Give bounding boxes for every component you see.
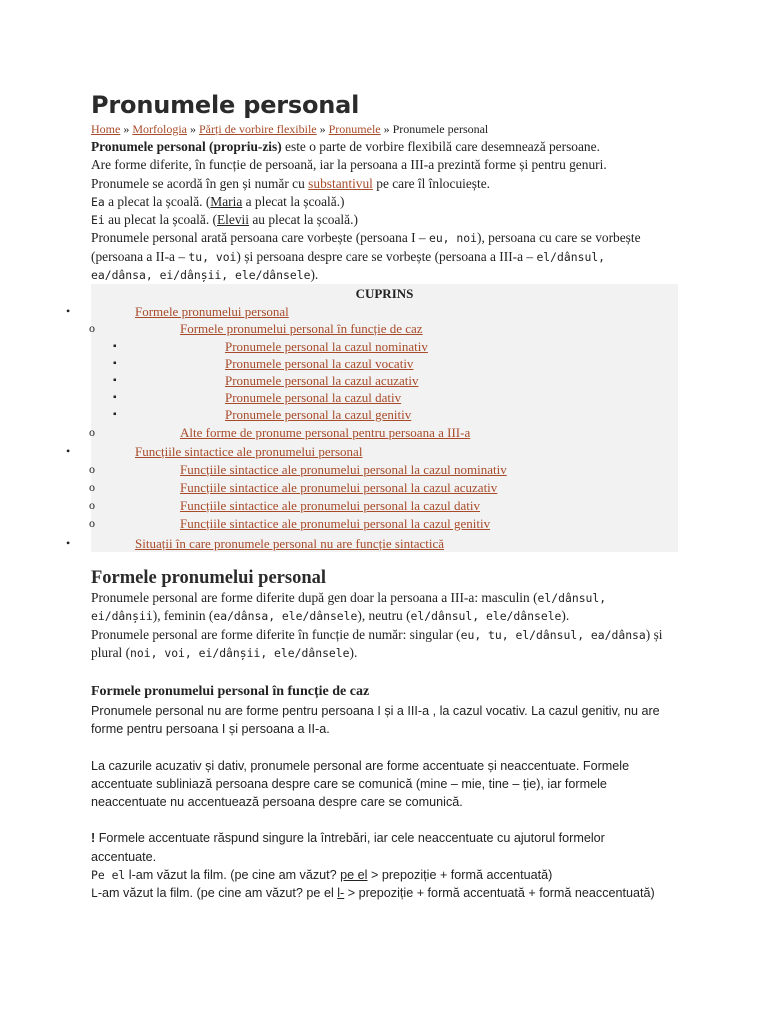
example-pronoun: Ea [91,194,105,209]
gender-text: ), feminin ( [152,608,214,624]
circle-bullet-icon: o [89,480,95,494]
gender-number-paragraph [91,589,671,662]
number-text: ) și plural ( [91,626,663,660]
toc-link[interactable]: Funcțiile sintactice ale pronumelui personal la cazul acuzativ [180,480,498,495]
example-text: a plecat la școală. ( [104,193,211,209]
example-underlined: l- [337,886,345,901]
toc-link[interactable]: Situații în care pronumele personal nu are funcție sintactică [135,536,444,551]
intro-line-2: Are forme diferite, în funcție de persoană, iar la persoana a III-a prezintă forme și pentru genuri. [91,157,607,173]
intro-bold-term: Pronumele personal (propriu-zis) [91,139,282,154]
persons-text: ). [310,267,319,283]
toc-link[interactable]: Pronumele personal la cazul acuzativ [225,373,419,388]
toc-link[interactable]: Funcțiile sintactice ale pronumelui personal la cazul dativ [180,498,480,513]
persons-text: ), persoana cu care se vorbește (persoana a II-a – [91,230,641,264]
example-text: au plecat la școală.) [248,212,358,228]
breadcrumb-parti-link[interactable]: Părți de vorbire flexibile [198,122,317,136]
square-bullet-icon: ▪ [113,341,117,352]
toc-link[interactable]: Funcțiile sintactice ale pronumelui personal la cazul nominativ [180,462,507,477]
example-text: au plecat la școală. ( [104,212,217,228]
case-paragraph-1: Pronumele personal nu are forme pentru persoana I și a III-a , la cazul vocativ. La cazul genitiv, nu are forme pentru persoana I și persoana a II-a. [91,704,660,737]
toc-link[interactable]: Pronumele personal la cazul vocativ [225,356,414,371]
breadcrumb-current: Pronumele personal [392,122,489,136]
page-title: Pronumele personal [91,91,360,119]
square-bullet-icon: ▪ [113,375,117,386]
toc-link[interactable]: Pronumele personal la cazul dativ [225,390,402,405]
intro-line-1 [91,138,671,156]
persons-text: ) și persoana despre care se vorbește (persoana a III-a – [236,248,537,264]
circle-bullet-icon: o [89,462,95,476]
breadcrumb-pronumele-link[interactable]: Pronumele [328,122,381,136]
breadcrumb-separator: » [319,122,326,136]
toc-link[interactable]: Alte forme de pronume personal pentru persoana a III-a [180,425,471,440]
gender-text: Pronumele personal are forme diferite după gen doar la persoana a III-a: masculin ( [91,590,538,605]
square-bullet-icon: ▪ [113,392,117,403]
intro-line-3 [91,175,671,193]
gender-forms: el/dânsul, ele/dânsele [410,609,562,624]
number-text: ). [349,644,358,660]
example-text: > prepoziție + formă accentuată + formă neaccentuată) [344,886,655,901]
example-pronoun: Ei [91,213,105,228]
breadcrumb-separator: » [383,122,390,136]
number-forms-text [91,626,671,663]
intro-persons-paragraph [91,229,671,284]
breadcrumb-separator: » [123,122,130,136]
substantivul-link[interactable]: substantivul [308,175,373,191]
persons-forms: el/dânsul, ea/dânsa, ei/dânșii, ele/dânsele [91,249,606,283]
toc-title: CUPRINS [355,286,414,301]
square-bullet-icon: ▪ [113,409,117,420]
intro-text: este o parte de vorbire flexibilă care desemnează persoane. [281,139,600,154]
section-heading: Formele pronumelui personal [91,568,327,588]
breadcrumb-separator: » [189,122,196,136]
example-underlined: Maria [210,193,243,209]
note-paragraph [91,829,671,866]
intro-paragraph [91,138,671,284]
disc-bullet-icon: • [66,304,71,318]
intro-example-2 [91,211,671,229]
example-text: l-am văzut la film. (pe cine am văzut? [125,868,341,883]
example-pronoun: Pe el [91,868,126,883]
circle-bullet-icon: o [89,321,95,335]
subsection-heading: Formele pronumelui personal în funcție de caz [91,684,370,699]
persons-forms: eu, noi [428,231,477,246]
table-of-contents [66,284,678,552]
gender-forms: el/dânsul, ei/dânșii [91,591,607,624]
exclamation-icon: ! [91,831,96,846]
example-pronoun: L [91,886,98,901]
case-paragraphs [91,702,671,903]
toc-link[interactable]: Pronumele personal la cazul nominativ [225,339,428,354]
number-forms: eu, tu, el/dânsul, ea/dânsa [460,627,646,642]
number-forms: noi, voi, ei/dânșii, ele/dânsele [130,645,350,660]
gender-text: ), neutru ( [357,608,411,624]
note-text: Formele accentuate răspund singure la întrebări, iar cele neaccentuate cu ajutorul formelor accentuate. [91,831,605,864]
toc-link[interactable]: Funcțiile sintactice ale pronumelui personal la cazul genitiv [180,516,491,531]
example-underlined: Elevii [217,212,249,228]
gender-forms: ea/dânsa, ele/dânsele [213,609,358,624]
case-paragraph-2: La cazurile acuzativ și dativ, pronumele personal are forme accentuate și neaccentuate. Formele accentuate subliniază persoana despre care se comunică (mine – mie, tine – ție), iar formele neaccentuate nu accentuează persoana despre care se comunică. [91,758,630,810]
example-underlined: pe el [340,868,368,883]
breadcrumb-home-link[interactable]: Home [91,122,121,136]
toc-link[interactable]: Formele pronumelui personal în funcție de caz [180,321,423,336]
toc-link[interactable]: Formele pronumelui personal [135,304,289,319]
intro-text: pe care îl înlocuiește. [372,175,491,191]
circle-bullet-icon: o [89,425,95,439]
gender-forms-text [91,589,671,626]
square-bullet-icon: ▪ [113,358,117,369]
toc-link[interactable]: Funcțiile sintactice ale pronumelui personal [135,444,363,459]
disc-bullet-icon: • [66,536,71,550]
persons-text: Pronumele personal arată persoana care vorbește (persoana I – [91,230,429,246]
example-text: > prepoziție + formă accentuată) [367,868,553,883]
circle-bullet-icon: o [89,498,95,512]
intro-text: Pronumele se acordă în gen și număr cu [91,175,309,191]
number-text: Pronumele personal are forme diferite în funcție de număr: singular ( [91,626,461,642]
persons-forms: tu, voi [188,249,237,264]
intro-example-1 [91,193,671,211]
case-example-2 [91,884,671,902]
breadcrumb-morfologia-link[interactable]: Morfologia [132,122,187,136]
toc-link[interactable]: Pronumele personal la cazul genitiv [225,407,412,422]
case-example-1 [91,866,671,884]
breadcrumb [91,121,488,137]
example-text: a plecat la școală.) [242,193,345,209]
example-text: -am văzut la film. (pe cine am văzut? pe el [97,886,338,901]
disc-bullet-icon: • [66,444,71,458]
gender-text: ). [561,608,570,624]
circle-bullet-icon: o [89,516,95,530]
